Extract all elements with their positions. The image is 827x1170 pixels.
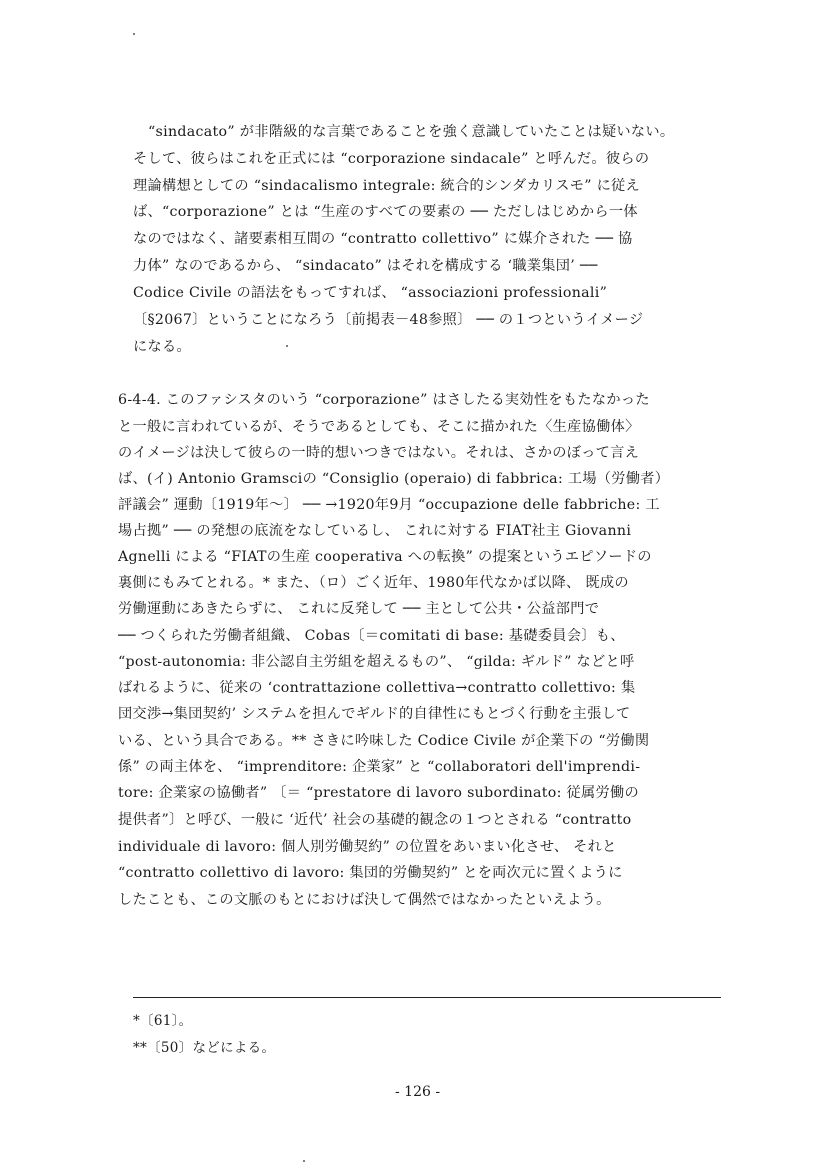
- text-line: ── つくられた労働者組織、 Cobas〔＝comitati di base: 基礎委員会〕も、: [118, 628, 625, 644]
- text-line: 労働運動にあきたらずに、 これに反発して ── 主として公共・公益部門で: [118, 601, 600, 617]
- text-line: したことも、この文脈のもとにおけば決して偶然ではなかったといえよう。: [118, 892, 611, 908]
- text-line: ばれるように、従来の ‘contrattazione collettiva→contratto collettivo: 集: [118, 680, 636, 696]
- text-line: tore: 企業家の協働者” 〔＝ “prestatore di lavoro subordinato: 従属労働の: [118, 785, 639, 801]
- page-number: - 126 -: [395, 1084, 441, 1100]
- text-line: ば、(イ) Antonio Gramsciの “Consiglio (operaio) di fabbrica: 工場（労働者）: [118, 471, 670, 487]
- text-line: “post-autonomia: 非公認自主労組を超えるもの”、 “gilda: ギルド” などと呼: [118, 654, 635, 670]
- text-line: 場占拠” ── の発想の底流をなしているし、 これに対する FIAT社主 Giovanni: [118, 523, 632, 539]
- text-line: 団交渉→集団契約’ システムを担んでギルド的自律性にもとづく行動を主張して: [118, 706, 631, 722]
- scan-speck: [303, 1160, 305, 1162]
- text-line: ば、“corporazione” とは “生産のすべての要素の ── ただしはじめから一体: [133, 204, 638, 220]
- scan-speck: [133, 33, 135, 35]
- text-line: 係” の両主体を、 “imprenditore: 企業家” と “collaboratori dell'imprendi-: [118, 759, 641, 775]
- text-line: individuale di lavoro: 個人別労働契約” の位置をあいまい化させ、 それと: [118, 839, 617, 855]
- footnote: **〔50〕などによる。: [133, 1040, 276, 1056]
- text-line: 理論構想としての “sindacalismo integrale: 統合的シンダカリスモ” に従え: [133, 178, 641, 194]
- text-line: 力体” なのであるから、 “sindacato” はそれを構成する ‘職業集団’ ──: [133, 258, 598, 274]
- text-line: 〔§2067〕ということになろう〔前掲表－48参照〕 ── の１つというイメージ: [133, 312, 644, 328]
- footnote: *〔61〕。: [133, 1013, 193, 1029]
- text-line: Codice Civile の語法をもってすれば、 “associazioni professionali”: [133, 285, 608, 301]
- text-line: “contratto collettivo di lavoro: 集団的労働契約” とを両次元に置くように: [118, 865, 623, 881]
- text-line: 裏側にもみてとれる。* また、（ロ）ごく近年、1980年代なかば以降、 既成の: [118, 575, 629, 591]
- footnote-divider: [133, 997, 721, 998]
- text-line: そして、彼らはこれを正式には “corporazione sindacale” と呼んだ。彼らの: [133, 151, 650, 167]
- text-line: のイメージは決して彼らの一時的想いつきではない。それは、さかのぼって言え: [118, 445, 640, 461]
- text-line: になる。: [133, 339, 191, 355]
- text-line: いる、という具合である。** さきに吟味した Codice Civile が企業下の “労働関: [118, 733, 650, 749]
- section-heading-line: 6-4-4. このファシスタのいう “corporazione” はさしたる実効性をもたなかった: [118, 392, 650, 408]
- text-line: 提供者”〕と呼び、一般に ‘近代’ 社会の基礎的観念の１つとされる “contratto: [118, 812, 632, 828]
- text-line: “sindacato” が非階級的な言葉であることを強く意識していたことは疑いない。: [148, 124, 675, 140]
- text-line: Agnelli による “FIATの生産 cooperativa への転換” の提案というエピソードの: [118, 549, 652, 565]
- text-line: 評議会” 運動〔1919年～〕 ── →1920年9月 “occupazione delle fabbriche: 工: [118, 497, 660, 513]
- text-line: と一般に言われているが、そうであるとしても、そこに描かれた〈生産協働体〉: [118, 419, 640, 435]
- text-line: なのではなく、諸要素相互間の “contratto collettivo” に媒介された ── 協: [133, 231, 633, 247]
